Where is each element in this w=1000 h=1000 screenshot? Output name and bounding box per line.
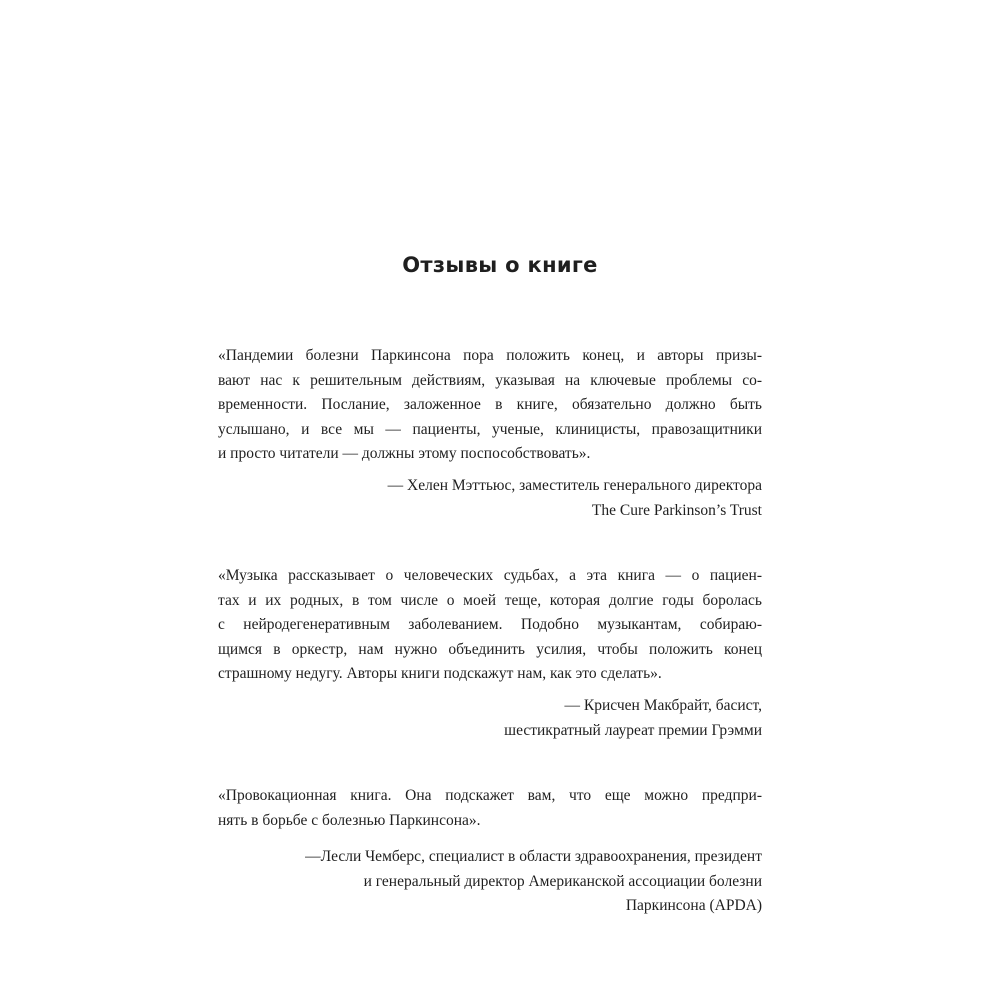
quote-line: вают нас к решительным действиям, указывая на ключевые проблемы со-: [218, 371, 762, 389]
attribution-line: шестикратный лауреат премии Грэмми: [504, 721, 762, 739]
review-quote-1: [218, 344, 762, 467]
quote-line: и просто читатели — должны этому поспособствовать».: [218, 445, 591, 462]
quote-line: услышано, и все мы — пациенты, ученые, клиницисты, правозащитники: [218, 420, 762, 438]
quote-line: «Музыка рассказывает о человеческих судьбах, а эта книга — о пациен-: [218, 567, 762, 584]
review-attribution-1: [218, 474, 762, 523]
review-quote-2: [218, 564, 762, 687]
attribution-line: —Лесли Чемберс, специалист в области здравоохранения, президент: [305, 848, 762, 865]
review-attribution-3: [218, 845, 762, 919]
review-quote-3: [218, 784, 762, 833]
attribution-line: — Крисчен Макбрайт, басист,: [564, 697, 762, 714]
quote-line: тах и их родных, в том числе о моей теще, которая долгие годы боролась: [218, 591, 762, 609]
quote-line: временности. Послание, заложенное в книге, обязательно должно быть: [218, 396, 762, 413]
quote-line: страшному недугу. Авторы книги подскажут нам, как это сделать».: [218, 665, 662, 682]
quote-line: нять в борьбе с болезнью Паркинсона».: [218, 811, 481, 829]
attribution-line: The Cure Parkinson’s Trust: [591, 501, 762, 519]
quote-line: с нейродегенеративным заболеванием. Подобно музыкантам, собираю-: [218, 616, 762, 633]
quote-line: «Пандемии болезни Паркинсона пора положить конец, и авторы призы-: [218, 347, 762, 364]
review-attribution-2: [218, 694, 762, 743]
quote-line: «Провокационная книга. Она подскажет вам, что еще можно предпри-: [218, 787, 762, 804]
attribution-line: — Хелен Мэттьюс, заместитель генерального директора: [387, 477, 762, 494]
page-title: Отзывы о книге: [402, 253, 598, 277]
quote-line: щимся в оркестр, нам нужно объединить усилия, чтобы положить конец: [218, 640, 762, 658]
attribution-line: Паркинсона (APDA): [625, 897, 762, 914]
attribution-line: и генеральный директор Американской ассоциации болезни: [363, 872, 762, 890]
